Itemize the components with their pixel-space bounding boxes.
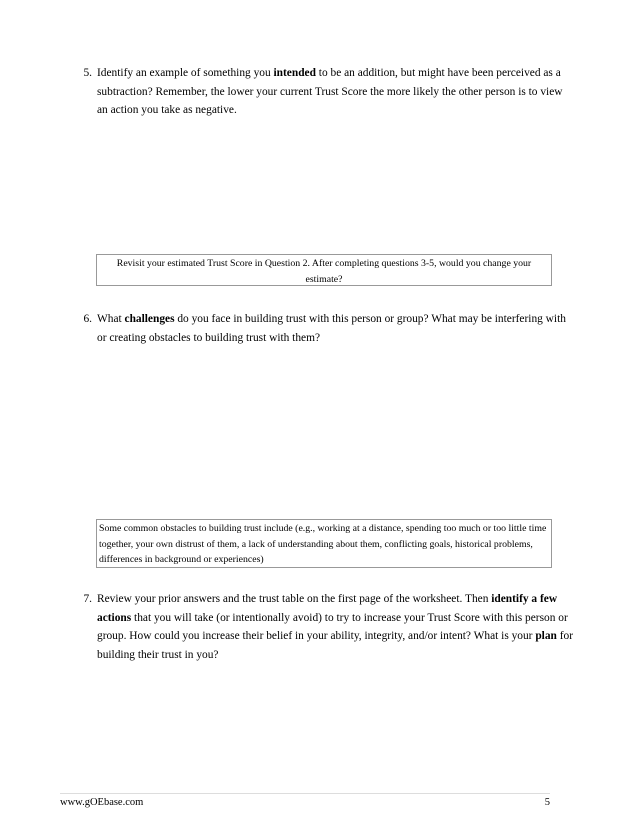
question-text-part: Identify an example of something you: [97, 67, 274, 79]
question-text-part: Review your prior answers and the trust table on the first page of the worksheet. Then: [97, 593, 492, 605]
page-number: 5: [544, 797, 550, 808]
question-text: [97, 590, 575, 664]
question-text-part: that you will take (or intentionally avoid) to try to increase your Trust Score with this person or group. How could you increase their belief in your ability, integrity, and/or intent? What is your: [97, 611, 568, 642]
question-7: [60, 590, 580, 670]
question-text-part: for building their trust in you?: [97, 630, 573, 661]
footer-website: www.gOEbase.com: [60, 797, 144, 808]
question-text: [97, 310, 575, 347]
question-5: [60, 64, 580, 124]
question-text-part: do you face in building trust with this person or group? What may be interfering with or creating obstacles to building trust with them?: [97, 313, 566, 344]
question-emphasis: challenges: [124, 313, 175, 325]
question-text-part: What: [97, 313, 125, 325]
common-obstacles-note: Some common obstacles to building trust include (e.g., working at a distance, spending too much or too little time together, your own distrust of them, a lack of understanding about them, conflicting goals, historical problems, differences in background or experiences): [96, 519, 552, 568]
question-emphasis: identify a few actions: [97, 593, 558, 624]
question-number: 6.: [83, 313, 92, 325]
footer-divider: [60, 793, 550, 794]
revisit-trust-score-note: Revisit your estimated Trust Score in Question 2. After completing questions 3-5, would you change your estimate?: [96, 254, 552, 286]
question-text: [97, 64, 575, 120]
question-number: 7.: [83, 593, 92, 605]
question-emphasis: plan: [535, 630, 557, 642]
question-text-part: to be an addition, but might have been perceived as a subtraction? Remember, the lower your current Trust Score the more likely the other person is to view an action you take as negative.: [97, 67, 563, 116]
question-number: 5.: [83, 67, 92, 79]
question-6: [60, 310, 580, 350]
question-emphasis: intended: [273, 67, 316, 79]
